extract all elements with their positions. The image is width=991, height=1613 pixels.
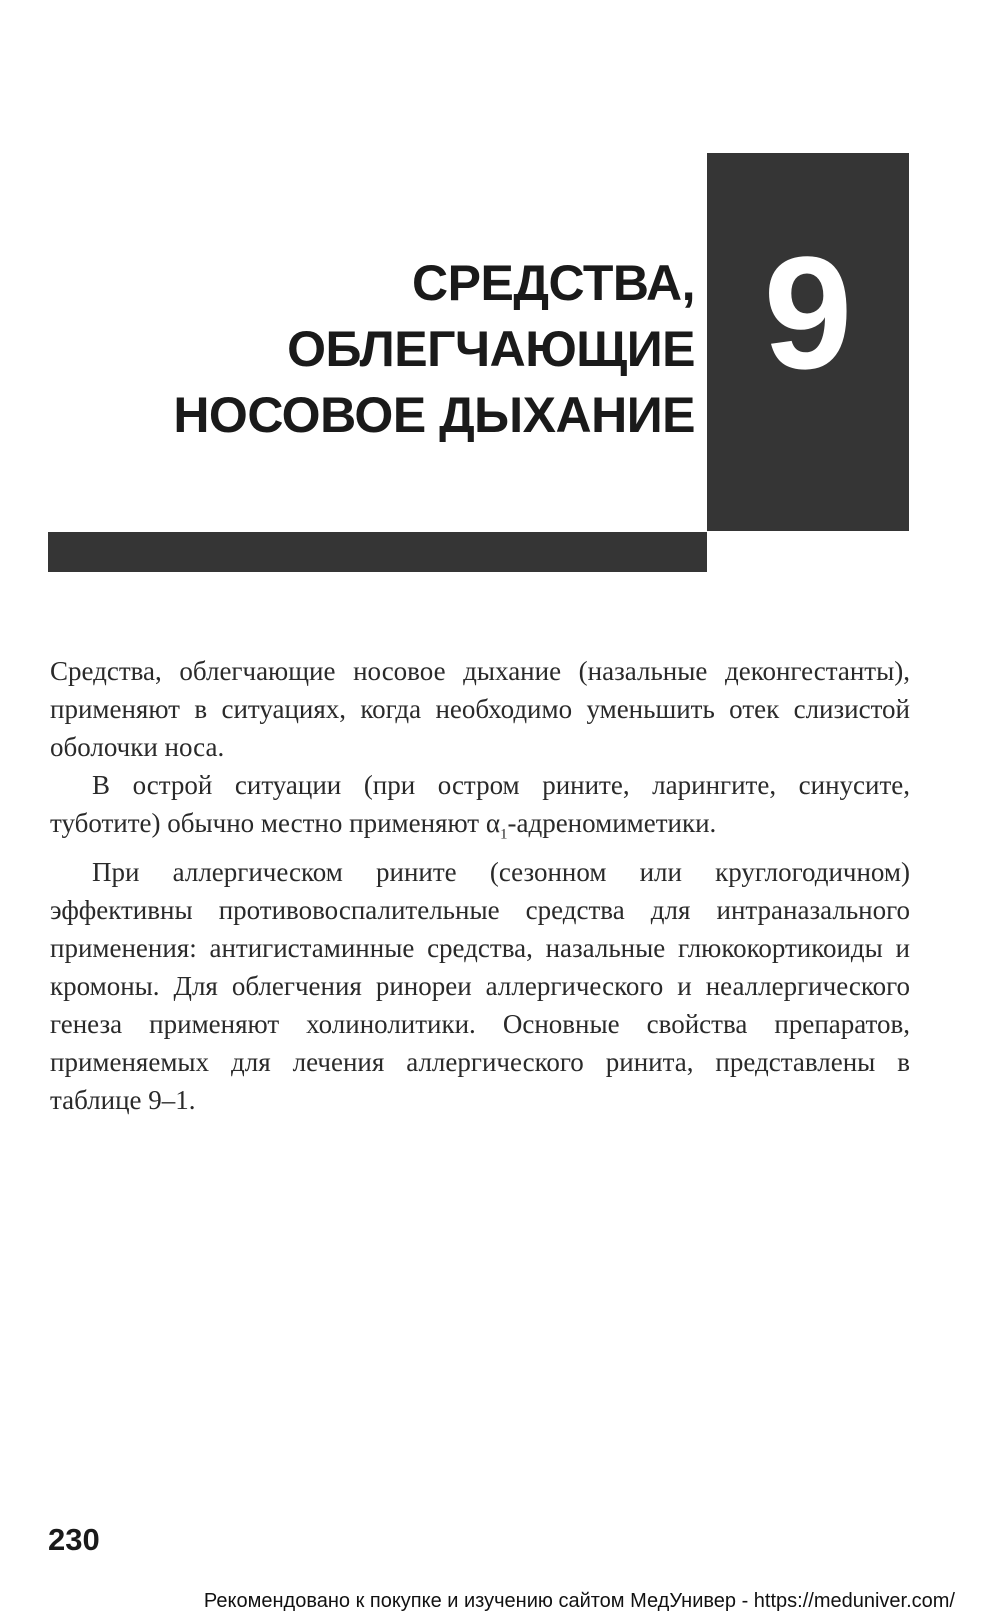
chapter-title-line-1: СРЕДСТВА, bbox=[412, 255, 695, 311]
chapter-number-block bbox=[707, 153, 909, 531]
paragraph-2-text-a: В острой ситуации (при остром рините, ларингите, синусите, туботите) обычно местно применяют α bbox=[50, 770, 910, 838]
chapter-divider-bar bbox=[48, 532, 707, 572]
paragraph-1: Средства, облегчающие носовое дыхание (назальные деконгестанты), применяют в ситуациях, когда необходимо уменьшить отек слизистой оболочки носа. bbox=[50, 656, 910, 762]
paragraph-3: При аллергическом рините (сезонном или круглогодичном) эффективны противовоспалительные средства для интраназального применения: антигистаминные средства, назальные глюкокортикоиды и кромоны. Для облегчения ринореи аллергического и неаллергического генеза применяют холинолитики. Основные свойства препаратов, применяемых для лечения аллергического ринита, представлены в таблице 9–1. bbox=[50, 857, 910, 1116]
chapter-title-line-2: ОБЛЕГЧАЮЩИЕ bbox=[287, 321, 695, 377]
paragraph-2 bbox=[50, 766, 910, 853]
footer-recommendation: Рекомендовано к покупке и изучению сайтом МедУнивер - https://meduniver.com/ bbox=[203, 1590, 955, 1612]
paragraph-2-subscript: 1 bbox=[499, 826, 508, 843]
chapter-number: 9 bbox=[763, 223, 853, 402]
paragraph-2-text-b: -адреномиметики. bbox=[507, 808, 717, 838]
chapter-body-text bbox=[50, 652, 910, 1119]
chapter-title bbox=[173, 250, 695, 448]
page-number: 230 bbox=[48, 1522, 100, 1557]
chapter-title-line-3: НОСОВОЕ ДЫХАНИЕ bbox=[173, 387, 695, 443]
